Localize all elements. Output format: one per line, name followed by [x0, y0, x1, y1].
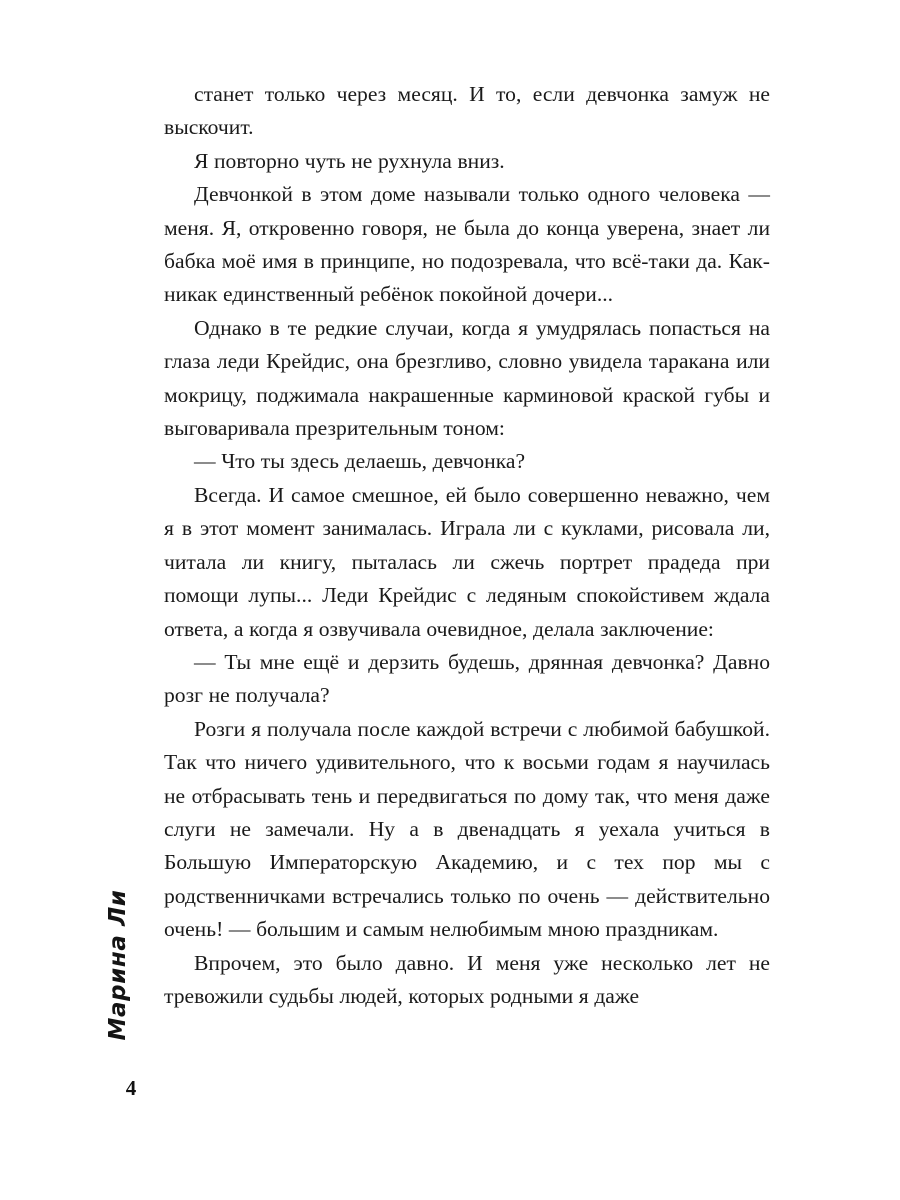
paragraph-dialogue: — Что ты здесь делаешь, девчонка? [194, 449, 526, 474]
page-number: 4 [125, 1076, 137, 1100]
paragraph: Впрочем, это было давно. И меня уже несколько лет не тревожили судьбы людей, которых родными я даже [164, 950, 770, 1008]
author-running-head [0, 0, 150, 1200]
paragraph-dialogue: — Ты мне ещё и дерзить будешь, дрянная девчонка? Давно розг не получала? [164, 649, 770, 708]
paragraph: Однако в те редкие случаи, когда я умудрялась попасться на глаза леди Крейдис, она брезгливо, словно увидела таракана или мокрицу, поджимала накрашенные карминовой краской губы и выговаривала презрительным тоном: [164, 315, 770, 441]
paragraph: Розги я получала после каждой встречи с любимой бабушкой. Так что ничего удивительного, что к восьми годам я научилась не отбрасывать тень и передвигаться по дому так, что меня даже слуги не замечали. Ну а в двенадцать я уехала учиться в Большую Императорскую Академию, и с тех пор мы с родственничками встречались только по очень — действительно очень! — большим и самым нелюбимым мною праздникам. [164, 716, 770, 942]
author-running-head-text: Марина Ли [105, 889, 131, 1041]
paragraph: станет только через месяц. И то, если девчонка замуж не выскочит. [164, 82, 770, 140]
body-text-column [164, 78, 770, 1013]
paragraph: Девчонкой в этом доме называли только одного человека — меня. Я, откровенно говоря, не была до конца уверена, знает ли бабка моё имя в принципе, но подозревала, что всё-таки да. Как-никак единственный ребёнок покойной дочери... [164, 182, 770, 307]
paragraph: Всегда. И самое смешное, ей было совершенно неважно, чем я в этот момент занималась. Играла ли с куклами, рисовала ли, читала ли книгу, пыталась ли сжечь портрет прадеда при помощи лупы... Леди Крейдис с ледяным спокойстивем ждала ответа, а когда я озвучивала очевидное, делала заключение: [164, 482, 770, 641]
paragraph: Я повторно чуть не рухнула вниз. [194, 148, 505, 173]
